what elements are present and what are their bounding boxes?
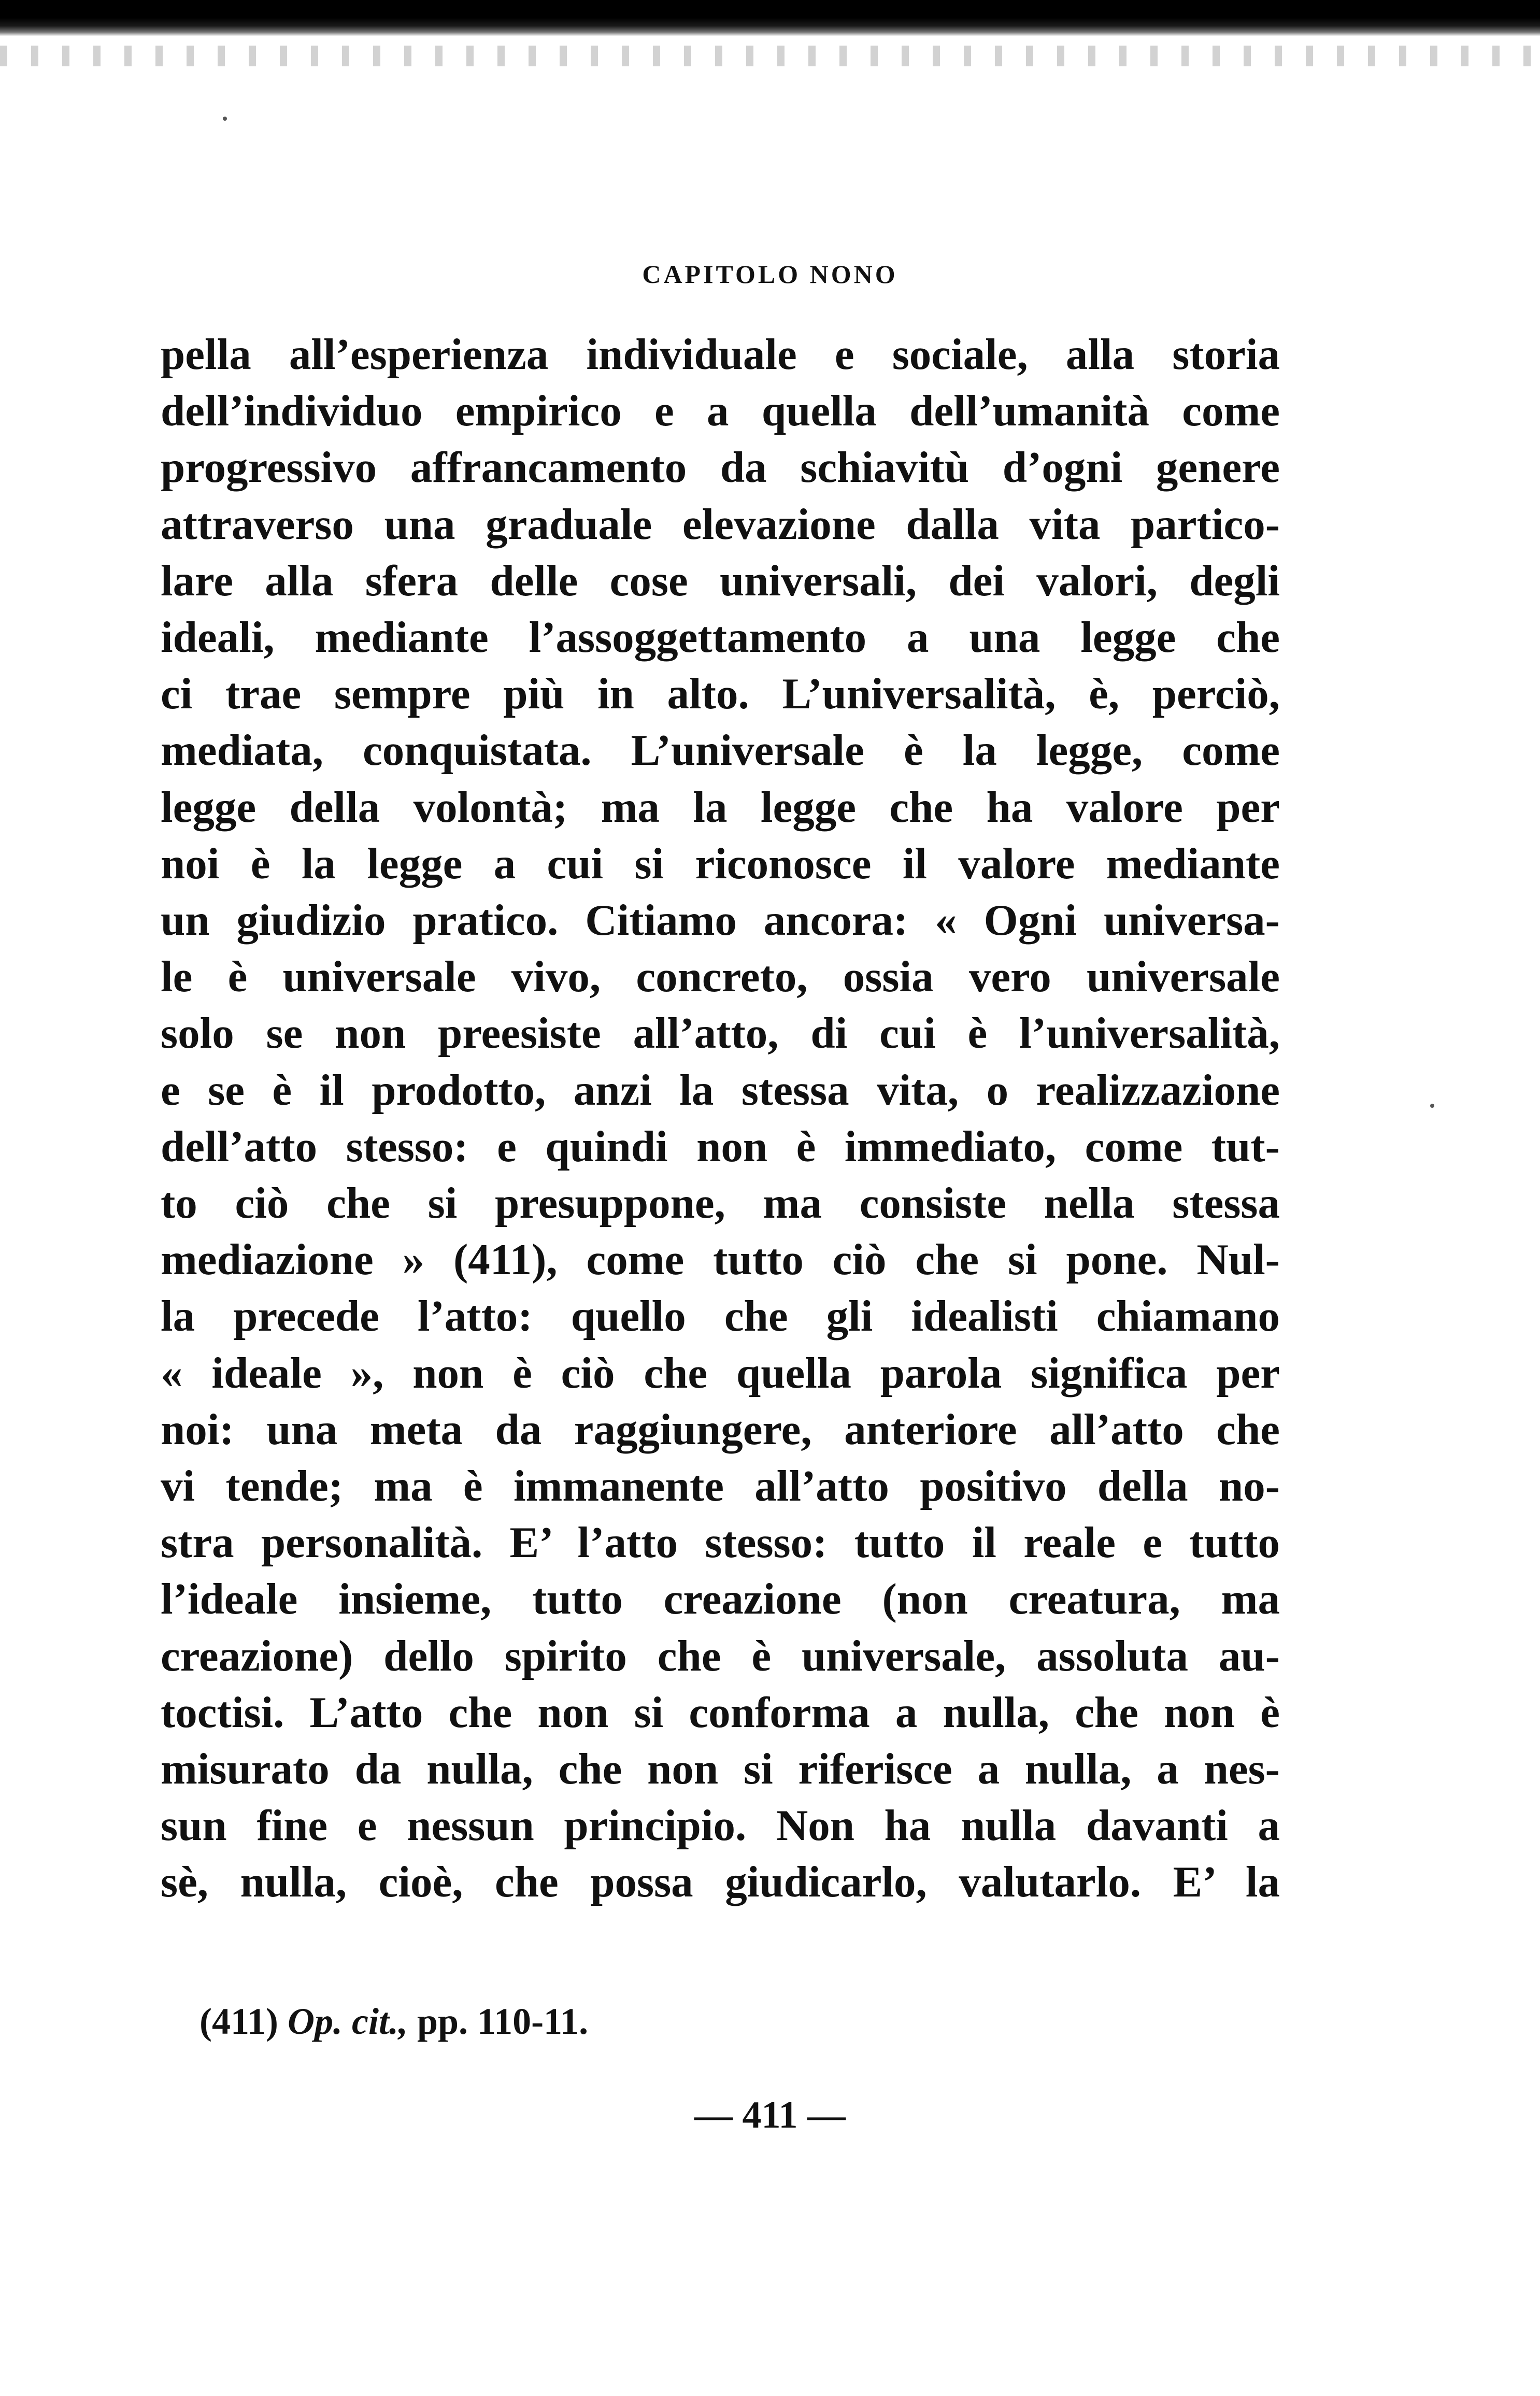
text-line: solo se non preesiste all’atto, di cui è l’universalità, (161, 1009, 1280, 1058)
footnote (199, 2000, 588, 2043)
text-line: sun fine e nessun principio. Non ha nulla davanti a (161, 1801, 1280, 1850)
text-line: progressivo affrancamento da schiavitù d’ogni genere (161, 443, 1280, 492)
text-line: la precede l’atto: quello che gli idealisti chiamano (161, 1292, 1280, 1341)
text-line: dell’individuo empirico e a quella dell’umanità come (161, 387, 1280, 436)
text-line: mediata, conquistata. L’universale è la legge, come (161, 726, 1280, 775)
text-line: l’ideale insieme, tutto creazione (non creatura, ma (161, 1575, 1280, 1624)
text-line: e se è il prodotto, anzi la stessa vita, o realizzazione (161, 1065, 1280, 1115)
page-number: — 411 — (694, 2094, 846, 2136)
text-line: le è universale vivo, concreto, ossia vero universale (161, 952, 1280, 1002)
text-line: legge della volontà; ma la legge che ha valore per (161, 782, 1280, 832)
text-line: vi tende; ma è immanente all’atto positivo della no- (161, 1462, 1280, 1511)
text-line: lare alla sfera delle cose universali, dei valori, degli (161, 556, 1280, 605)
text-line: misurato da nulla, che non si riferisce a nulla, a nes- (161, 1745, 1280, 1794)
text-line: dell’atto stesso: e quindi non è immediato, come tut- (161, 1122, 1280, 1171)
text-line: stra personalità. E’ l’atto stesso: tutto il reale e tutto (161, 1518, 1280, 1567)
footnote-pages: pp. 110-11. (417, 2001, 589, 2042)
text-line: mediazione » (411), come tutto ciò che si pone. Nul- (161, 1235, 1280, 1285)
text-line: ideali, mediante l’assoggettamento a una legge che (161, 613, 1280, 662)
text-line: toctisi. L’atto che non si conforma a nulla, che non è (161, 1688, 1280, 1737)
scan-top-speckle (0, 46, 1540, 66)
text-line: ci trae sempre più in alto. L’universalità, è, perciò, (161, 669, 1280, 719)
text-line: « ideale », non è ciò che quella parola significa per (161, 1348, 1280, 1397)
scan-speck (1430, 1104, 1434, 1108)
text-line: sè, nulla, cioè, che possa giudicarlo, valutarlo. E’ la (161, 1858, 1280, 1907)
text-line: noi è la legge a cui si riconosce il valore mediante (161, 839, 1280, 888)
text-line: un giudizio pratico. Citiamo ancora: « Ogni universa- (161, 896, 1280, 945)
text-line: creazione) dello spirito che è universale, assoluta au- (161, 1631, 1280, 1680)
scan-top-edge (0, 0, 1540, 36)
text-line: pella all’esperienza individuale e sociale, alla storia (161, 330, 1280, 379)
scan-speck (223, 117, 227, 121)
text-line: attraverso una graduale elevazione dalla vita partico- (161, 500, 1280, 549)
running-head: CAPITOLO NONO (642, 260, 898, 289)
text-line: noi: una meta da raggiungere, anteriore all’atto che (161, 1405, 1280, 1454)
text-line: to ciò che si presuppone, ma consiste nella stessa (161, 1179, 1280, 1228)
footnote-marker: (411) (199, 2001, 278, 2042)
footnote-cite: Op. cit., (287, 2001, 408, 2042)
body-text (161, 326, 1280, 1911)
